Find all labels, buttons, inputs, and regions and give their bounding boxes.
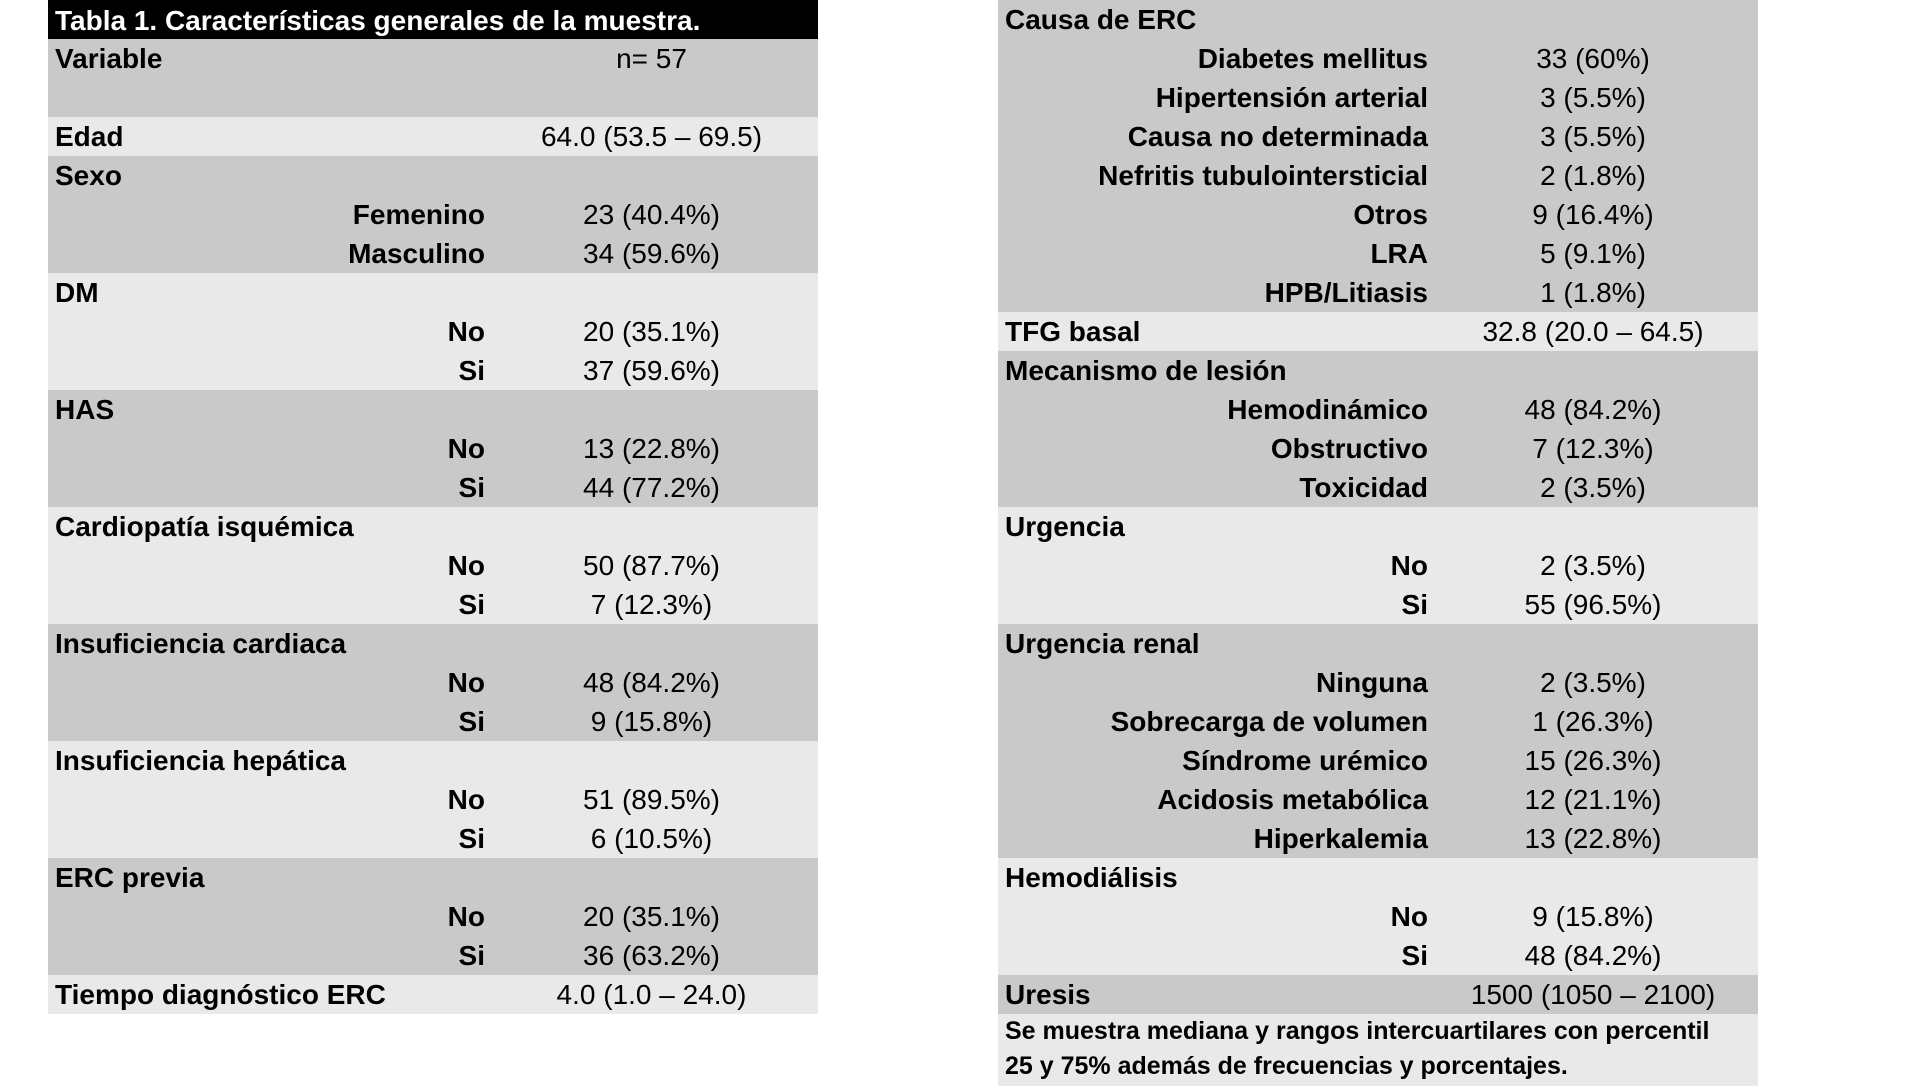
row-label: Si <box>458 706 485 737</box>
row-value: 44 (77.2%) <box>583 472 720 503</box>
group-heading <box>998 858 1758 897</box>
table-row <box>998 390 1758 429</box>
has-label: HAS <box>55 394 115 425</box>
table-row <box>48 702 818 741</box>
row-value: 20 (35.1%) <box>583 901 720 932</box>
row-value: 5 (9.1%) <box>1540 238 1646 269</box>
row-label: Hiperkalemia <box>1253 823 1428 854</box>
row-label: Si <box>1401 940 1428 971</box>
row-label: Si <box>458 472 485 503</box>
row-value: 9 (15.8%) <box>590 706 713 737</box>
table-row <box>998 585 1758 624</box>
row-tfg-basal <box>998 312 1758 351</box>
row-label: No <box>447 667 485 698</box>
table-row <box>48 780 818 819</box>
table-row <box>998 468 1758 507</box>
row-value: 1 (1.8%) <box>1540 277 1646 308</box>
row-value: 6 (10.5%) <box>590 823 713 854</box>
row-label: No <box>447 316 485 347</box>
row-label: Hemodinámico <box>1227 394 1428 425</box>
group-heading <box>48 507 818 546</box>
row-label: Si <box>458 589 485 620</box>
row-label: Masculino <box>348 238 485 269</box>
edad-value: 64.0 (53.5 – 69.5) <box>540 121 763 152</box>
group-heading <box>48 273 818 312</box>
table-row <box>48 897 818 936</box>
table-1-right <box>998 0 1758 1086</box>
row-value: 20 (35.1%) <box>583 316 720 347</box>
group-causa-erc <box>998 0 1758 312</box>
header-row <box>48 39 818 117</box>
row-label: Obstructivo <box>1270 433 1428 464</box>
row-label: No <box>447 784 485 815</box>
row-value: 33 (60%) <box>1536 43 1650 74</box>
row-label: Si <box>458 823 485 854</box>
row-value: 48 (84.2%) <box>1524 940 1662 971</box>
row-label: Si <box>458 940 485 971</box>
group-urgencia <box>998 507 1758 624</box>
row-value: 7 (12.3%) <box>590 589 713 620</box>
table-row <box>998 780 1758 819</box>
row-label: No <box>447 550 485 581</box>
row-value: 36 (63.2%) <box>583 940 720 971</box>
group-cardiopatia <box>48 507 818 624</box>
uresis-label: Uresis <box>1005 979 1091 1010</box>
table-row <box>998 819 1758 858</box>
table-1-left <box>48 0 818 1014</box>
table-row <box>48 468 818 507</box>
table-row <box>998 936 1758 975</box>
row-label: No <box>447 901 485 932</box>
group-heading <box>998 624 1758 663</box>
table-row <box>998 156 1758 195</box>
group-heading <box>998 0 1758 39</box>
ic-label: Insuficiencia cardiaca <box>55 628 347 659</box>
row-value: 2 (1.8%) <box>1540 160 1646 191</box>
row-label: Sobrecarga de volumen <box>1110 706 1428 737</box>
group-urgencia-renal <box>998 624 1758 858</box>
sexo-label: Sexo <box>55 160 122 191</box>
row-label: Síndrome urémico <box>1182 745 1428 776</box>
row-label: Hipertensión arterial <box>1155 82 1428 113</box>
row-label: Diabetes mellitus <box>1197 43 1428 74</box>
group-mecanismo <box>998 351 1758 507</box>
row-value: 48 (84.2%) <box>583 667 720 698</box>
row-value: 37 (59.6%) <box>583 355 720 386</box>
group-hemodialisis <box>998 858 1758 975</box>
row-label: Si <box>458 355 485 386</box>
group-heading <box>48 741 818 780</box>
row-value: 3 (5.5%) <box>1540 121 1646 152</box>
dm-label: DM <box>55 277 99 308</box>
table-row <box>48 312 818 351</box>
table-row <box>48 819 818 858</box>
header-n: n= 57 <box>616 43 687 74</box>
row-value: 23 (40.4%) <box>583 199 720 230</box>
causa-label: Causa de ERC <box>1005 4 1197 35</box>
table-row <box>998 195 1758 234</box>
row-label: No <box>1390 901 1428 932</box>
row-value: 9 (15.8%) <box>1532 901 1654 932</box>
erc-label: ERC previa <box>55 862 205 893</box>
row-value: 15 (26.3%) <box>1524 745 1662 776</box>
ih-label: Insuficiencia hepática <box>55 745 346 776</box>
table-row <box>998 429 1758 468</box>
row-value: 9 (16.4%) <box>1532 199 1654 230</box>
row-value: 55 (96.5%) <box>1524 589 1662 620</box>
row-value: 34 (59.6%) <box>583 238 720 269</box>
row-edad <box>48 117 818 156</box>
row-label: Causa no determinada <box>1127 121 1428 152</box>
table-row <box>48 663 818 702</box>
urgencia-label: Urgencia <box>1005 511 1125 542</box>
table-row <box>998 897 1758 936</box>
table-row <box>48 234 818 273</box>
table-row <box>998 663 1758 702</box>
table-row <box>998 234 1758 273</box>
uresis-value: 1500 (1050 – 2100) <box>1470 979 1716 1010</box>
cardiopatia-label: Cardiopatía isquémica <box>55 511 354 542</box>
table-footnote: Se muestra mediana y rangos intercuartilares con percentil 25 y 75% además de frecuencias y porcentajes. <box>998 1014 1758 1086</box>
table-row <box>998 117 1758 156</box>
group-insuficiencia-cardiaca <box>48 624 818 741</box>
group-heading <box>998 351 1758 390</box>
mecanismo-label: Mecanismo de lesión <box>1005 355 1287 386</box>
row-label: No <box>447 433 485 464</box>
row-label: Otros <box>1353 199 1428 230</box>
row-label: Nefritis tubulointersticial <box>1098 160 1428 191</box>
group-heading <box>48 624 818 663</box>
row-label: Ninguna <box>1316 667 1428 698</box>
row-value: 48 (84.2%) <box>1524 394 1662 425</box>
table-row <box>998 273 1758 312</box>
group-insuficiencia-hepatica <box>48 741 818 858</box>
tiempo-value: 4.0 (1.0 – 24.0) <box>556 979 747 1010</box>
table-row <box>48 351 818 390</box>
row-label: Si <box>1401 589 1428 620</box>
table-title: Tabla 1. Características generales de la muestra. <box>48 0 818 39</box>
hemodialisis-label: Hemodiálisis <box>1005 862 1178 893</box>
edad-label: Edad <box>55 121 124 152</box>
row-value: 12 (21.1%) <box>1524 784 1662 815</box>
row-value: 13 (22.8%) <box>1524 823 1662 854</box>
row-value: 2 (3.5%) <box>1540 667 1646 698</box>
row-label: Acidosis metabólica <box>1157 784 1428 815</box>
table-row <box>998 546 1758 585</box>
row-value: 50 (87.7%) <box>583 550 720 581</box>
row-uresis <box>998 975 1758 1014</box>
group-erc-previa <box>48 858 818 975</box>
table-row <box>998 702 1758 741</box>
group-dm <box>48 273 818 390</box>
row-value: 2 (3.5%) <box>1540 472 1646 503</box>
row-value: 51 (89.5%) <box>583 784 720 815</box>
row-label: No <box>1390 550 1428 581</box>
row-value: 7 (12.3%) <box>1532 433 1654 464</box>
table-row <box>998 78 1758 117</box>
row-label: HPB/Litiasis <box>1264 277 1428 308</box>
group-has <box>48 390 818 507</box>
tfg-label: TFG basal <box>1005 316 1141 347</box>
table-row <box>998 741 1758 780</box>
row-value: 3 (5.5%) <box>1540 82 1646 113</box>
tfg-value: 32.8 (20.0 – 64.5) <box>1482 316 1704 347</box>
table-row <box>48 585 818 624</box>
group-heading <box>48 156 818 195</box>
row-label: Femenino <box>352 199 485 230</box>
table-row <box>48 546 818 585</box>
table-row <box>998 39 1758 78</box>
row-label: Toxicidad <box>1299 472 1428 503</box>
row-value: 2 (3.5%) <box>1540 550 1646 581</box>
table-row <box>48 429 818 468</box>
row-tiempo-diagnostico <box>48 975 818 1014</box>
group-heading <box>48 858 818 897</box>
header-variable: Variable <box>55 43 163 74</box>
table-row <box>48 936 818 975</box>
row-label: LRA <box>1370 238 1428 269</box>
row-value: 13 (22.8%) <box>583 433 720 464</box>
urgencia-renal-label: Urgencia renal <box>1005 628 1200 659</box>
tiempo-label: Tiempo diagnóstico ERC <box>55 979 386 1010</box>
group-heading <box>48 390 818 429</box>
table-row <box>48 195 818 234</box>
group-sexo <box>48 156 818 273</box>
row-value: 1 (26.3%) <box>1532 706 1654 737</box>
group-heading <box>998 507 1758 546</box>
